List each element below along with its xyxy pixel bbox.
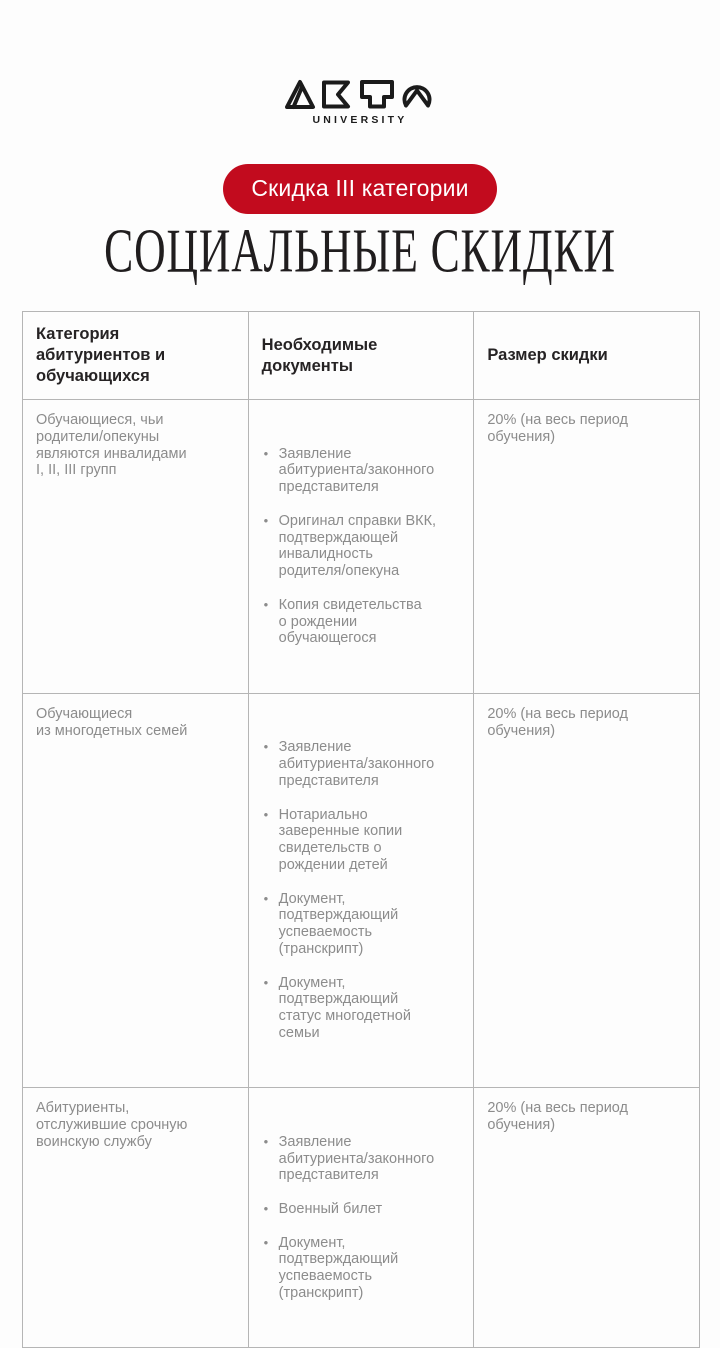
document-item: • Заявление абитуриента/законного представителя	[262, 446, 461, 496]
column-header-documents: Необходимые документы	[248, 312, 474, 400]
header-row	[23, 312, 700, 400]
category-cell: Абитуриенты, отслужившие срочную воинскую службу	[23, 1088, 249, 1348]
table-row	[23, 1088, 700, 1348]
table-header	[23, 312, 700, 400]
table-row	[23, 693, 700, 1088]
document-item: • Документ, подтверждающий статус многодетной семьи	[262, 975, 461, 1042]
document-item: • Документ, подтверждающий успеваемость (транскрипт)	[262, 1235, 461, 1302]
table-row	[23, 400, 700, 694]
badge-row	[0, 164, 720, 214]
documents-cell	[248, 1088, 474, 1348]
discount-cell: 20% (на весь период обучения)	[474, 693, 700, 1088]
documents-cell	[248, 693, 474, 1088]
document-item: • Нотариально заверенные копии свидетельств о рождении детей	[262, 807, 461, 874]
document-item: • Оригинал справки ВКК, подтверждающей инвалидность родителя/опекуна	[262, 513, 461, 580]
university-logo-icon	[284, 78, 436, 110]
category-cell: Обучающиеся, чьи родители/опекуны являются инвалидами I, II, III групп	[23, 400, 249, 694]
document-item: • Заявление абитуриента/законного представителя	[262, 739, 461, 789]
discount-cell: 20% (на весь период обучения)	[474, 1088, 700, 1348]
page-title: СОЦИАЛЬНЫЕ СКИДКИ	[104, 217, 616, 286]
document-item: • Военный билет	[262, 1201, 461, 1218]
documents-cell	[248, 400, 474, 694]
document-item: • Заявление абитуриента/законного представителя	[262, 1134, 461, 1184]
document-item: • Документ, подтверждающий успеваемость (транскрипт)	[262, 891, 461, 958]
category-cell: Обучающиеся из многодетных семей	[23, 693, 249, 1088]
documents-list	[262, 1117, 461, 1319]
documents-list	[262, 429, 461, 664]
brand-caption: UNIVERSITY	[312, 114, 408, 126]
documents-list	[262, 723, 461, 1059]
column-header-discount: Размер скидки	[474, 312, 700, 400]
column-header-category: Категория абитуриентов и обучающихся	[23, 312, 249, 400]
category-badge: Скидка III категории	[223, 164, 496, 214]
discount-cell: 20% (на весь период обучения)	[474, 400, 700, 694]
brand-header	[0, 0, 720, 126]
discounts-table	[22, 311, 700, 1348]
document-item: • Копия свидетельства о рождении обучающегося	[262, 597, 461, 647]
